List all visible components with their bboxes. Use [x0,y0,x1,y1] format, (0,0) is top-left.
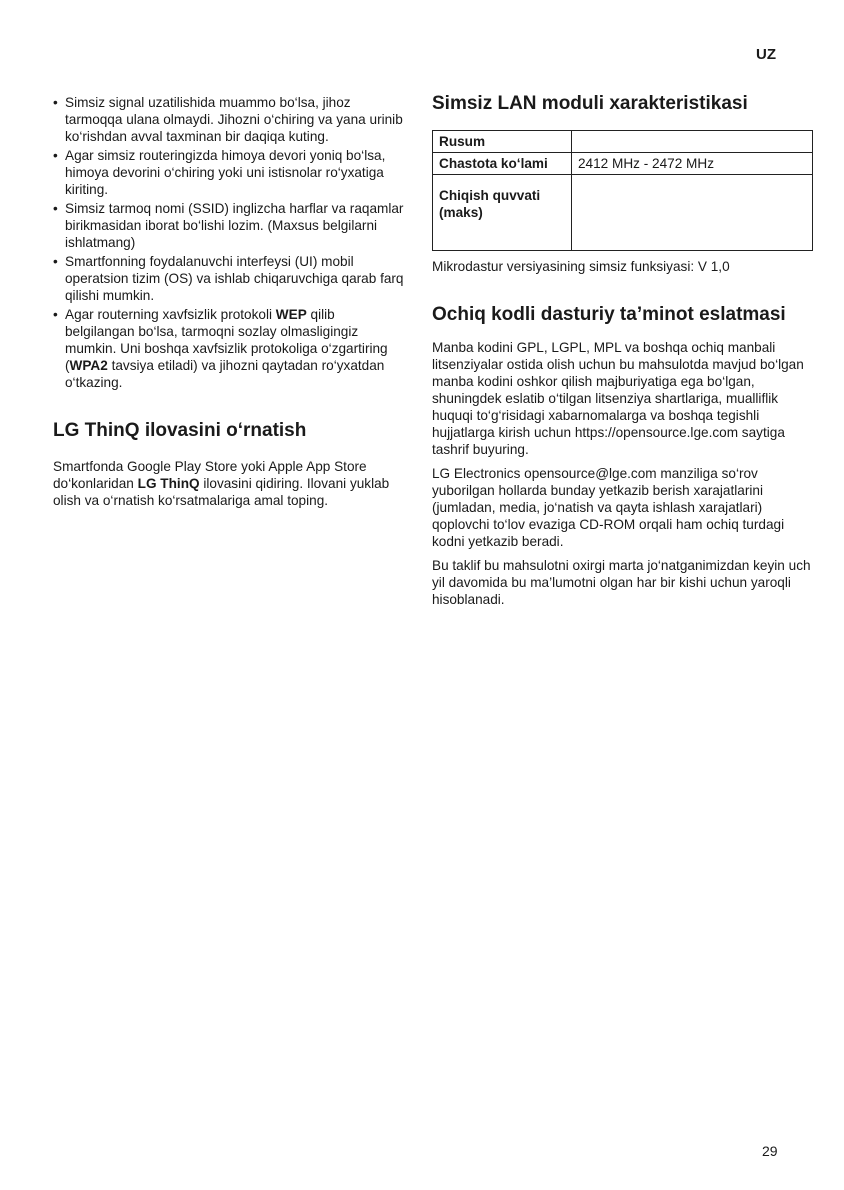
thinq-heading: LG ThinQ ilovasini o‘rnatish [53,420,307,441]
thinq-text: ilovasini qidiring. Ilovani yuklab olish va o‘rnatish ko‘rsatmalariga amal toping. [53,476,390,508]
right-column [432,92,816,615]
spec-label: Rusum [433,131,572,153]
open-source-heading: Ochiq kodli dasturiy ta’minot eslatmasi [432,304,786,325]
wep-protocol-text: WEP [275,307,307,322]
list-item [53,306,405,391]
thinq-text: Smartfonda Google Play Store yoki Apple App Store do‘konlaridan [53,459,367,491]
spec-label: Chastota ko‘lami [433,153,572,175]
wpa2-protocol-text: WPA2 [69,358,108,373]
language-tag: UZ [756,46,776,63]
troubleshooting-list [53,94,405,391]
thinq-app-name: LG ThinQ [137,476,200,491]
page-number: 29 [762,1143,778,1159]
list-item-text: Agar routerning xavfsizlik protokoli [65,307,276,322]
list-item: • Smartfonning foydalanuvchi interfeysi (UI) mobil operatsion tizim (OS) va ishlab chiqaruvchiga qarab farq qilishi mumkin. [53,253,405,304]
spec-label: Chiqish quvvati (maks) [433,175,572,251]
list-item-text: tavsiya etiladi) va jihozni qaytadan ro‘yxatdan o‘tkazing. [65,358,385,390]
list-item-text: qilib belgilangan bo‘lsa, tarmoqni sozlay olmasligingiz mumkin. Uni boshqa xavfsizlik protokoliga o‘zgartiring ( [65,307,388,373]
spec-value: 2412 MHz - 2472 MHz [572,153,813,175]
list-item: • Simsiz signal uzatilishida muammo bo‘lsa, jihoz tarmoqqa ulana olmaydi. Jihozni o‘chiring va yana urinib ko‘rishdan avval taxminan bir daqiqa kuting. [53,94,405,145]
spec-table [432,130,813,251]
spec-value [572,131,813,153]
table-row [433,131,813,153]
list-item: • Agar simsiz routeringizda himoya devori yoniq bo‘lsa, himoya devorini o‘chiring yoki uni istisnolar ro‘yxatiga kiriting. [53,147,405,198]
open-source-paragraph: LG Electronics opensource@lge.com manziliga so‘rov yuborilgan hollarda bunday yetkazib berish xarajatlarini (jumladan, media, jo‘natish va qayta ishlash xarajatlari) qoplovchi to‘lov evaziga CD-ROM orqali ham ochiq turdagi kodni yetkazib beradi. [432,466,785,549]
spec-value [572,175,813,251]
table-row [433,153,813,175]
open-source-paragraph: Manba kodini GPL, LGPL, MPL va boshqa ochiq manbali litsenziyalar ostida olish uchun bu mahsulotda mavjud bo‘lgan manba kodini oshkor qilish majburiyatiga ega bo‘lgan, shuningdek eslatib o‘tilgan litsenziya shartlariga, mualliflik huquqi to‘g‘risidagi xabarnomalarga va boshqa tegishli hujjatlarga kirish uchun https://opensource.lge.com saytiga tashrif buyuring. [432,340,804,457]
lan-module-heading: Simsiz LAN moduli xarakteristikasi [432,93,748,114]
open-source-paragraph: Bu taklif bu mahsulotni oxirgi marta jo‘natganimizdan keyin uch yil davomida bu ma’lumotni olgan har bir kishi uchun yaroqli hisoblanadi. [432,558,811,607]
thinq-paragraph [53,458,405,509]
list-item: • Simsiz tarmoq nomi (SSID) inglizcha harflar va raqamlar birikmasidan iborat bo‘lishi lozim. (Maxsus belgilarni ishlatmang) [53,200,405,251]
table-row [433,175,813,251]
left-column [53,94,405,509]
firmware-note: Mikrodastur versiyasining simsiz funksiyasi: V 1,0 [432,259,730,274]
